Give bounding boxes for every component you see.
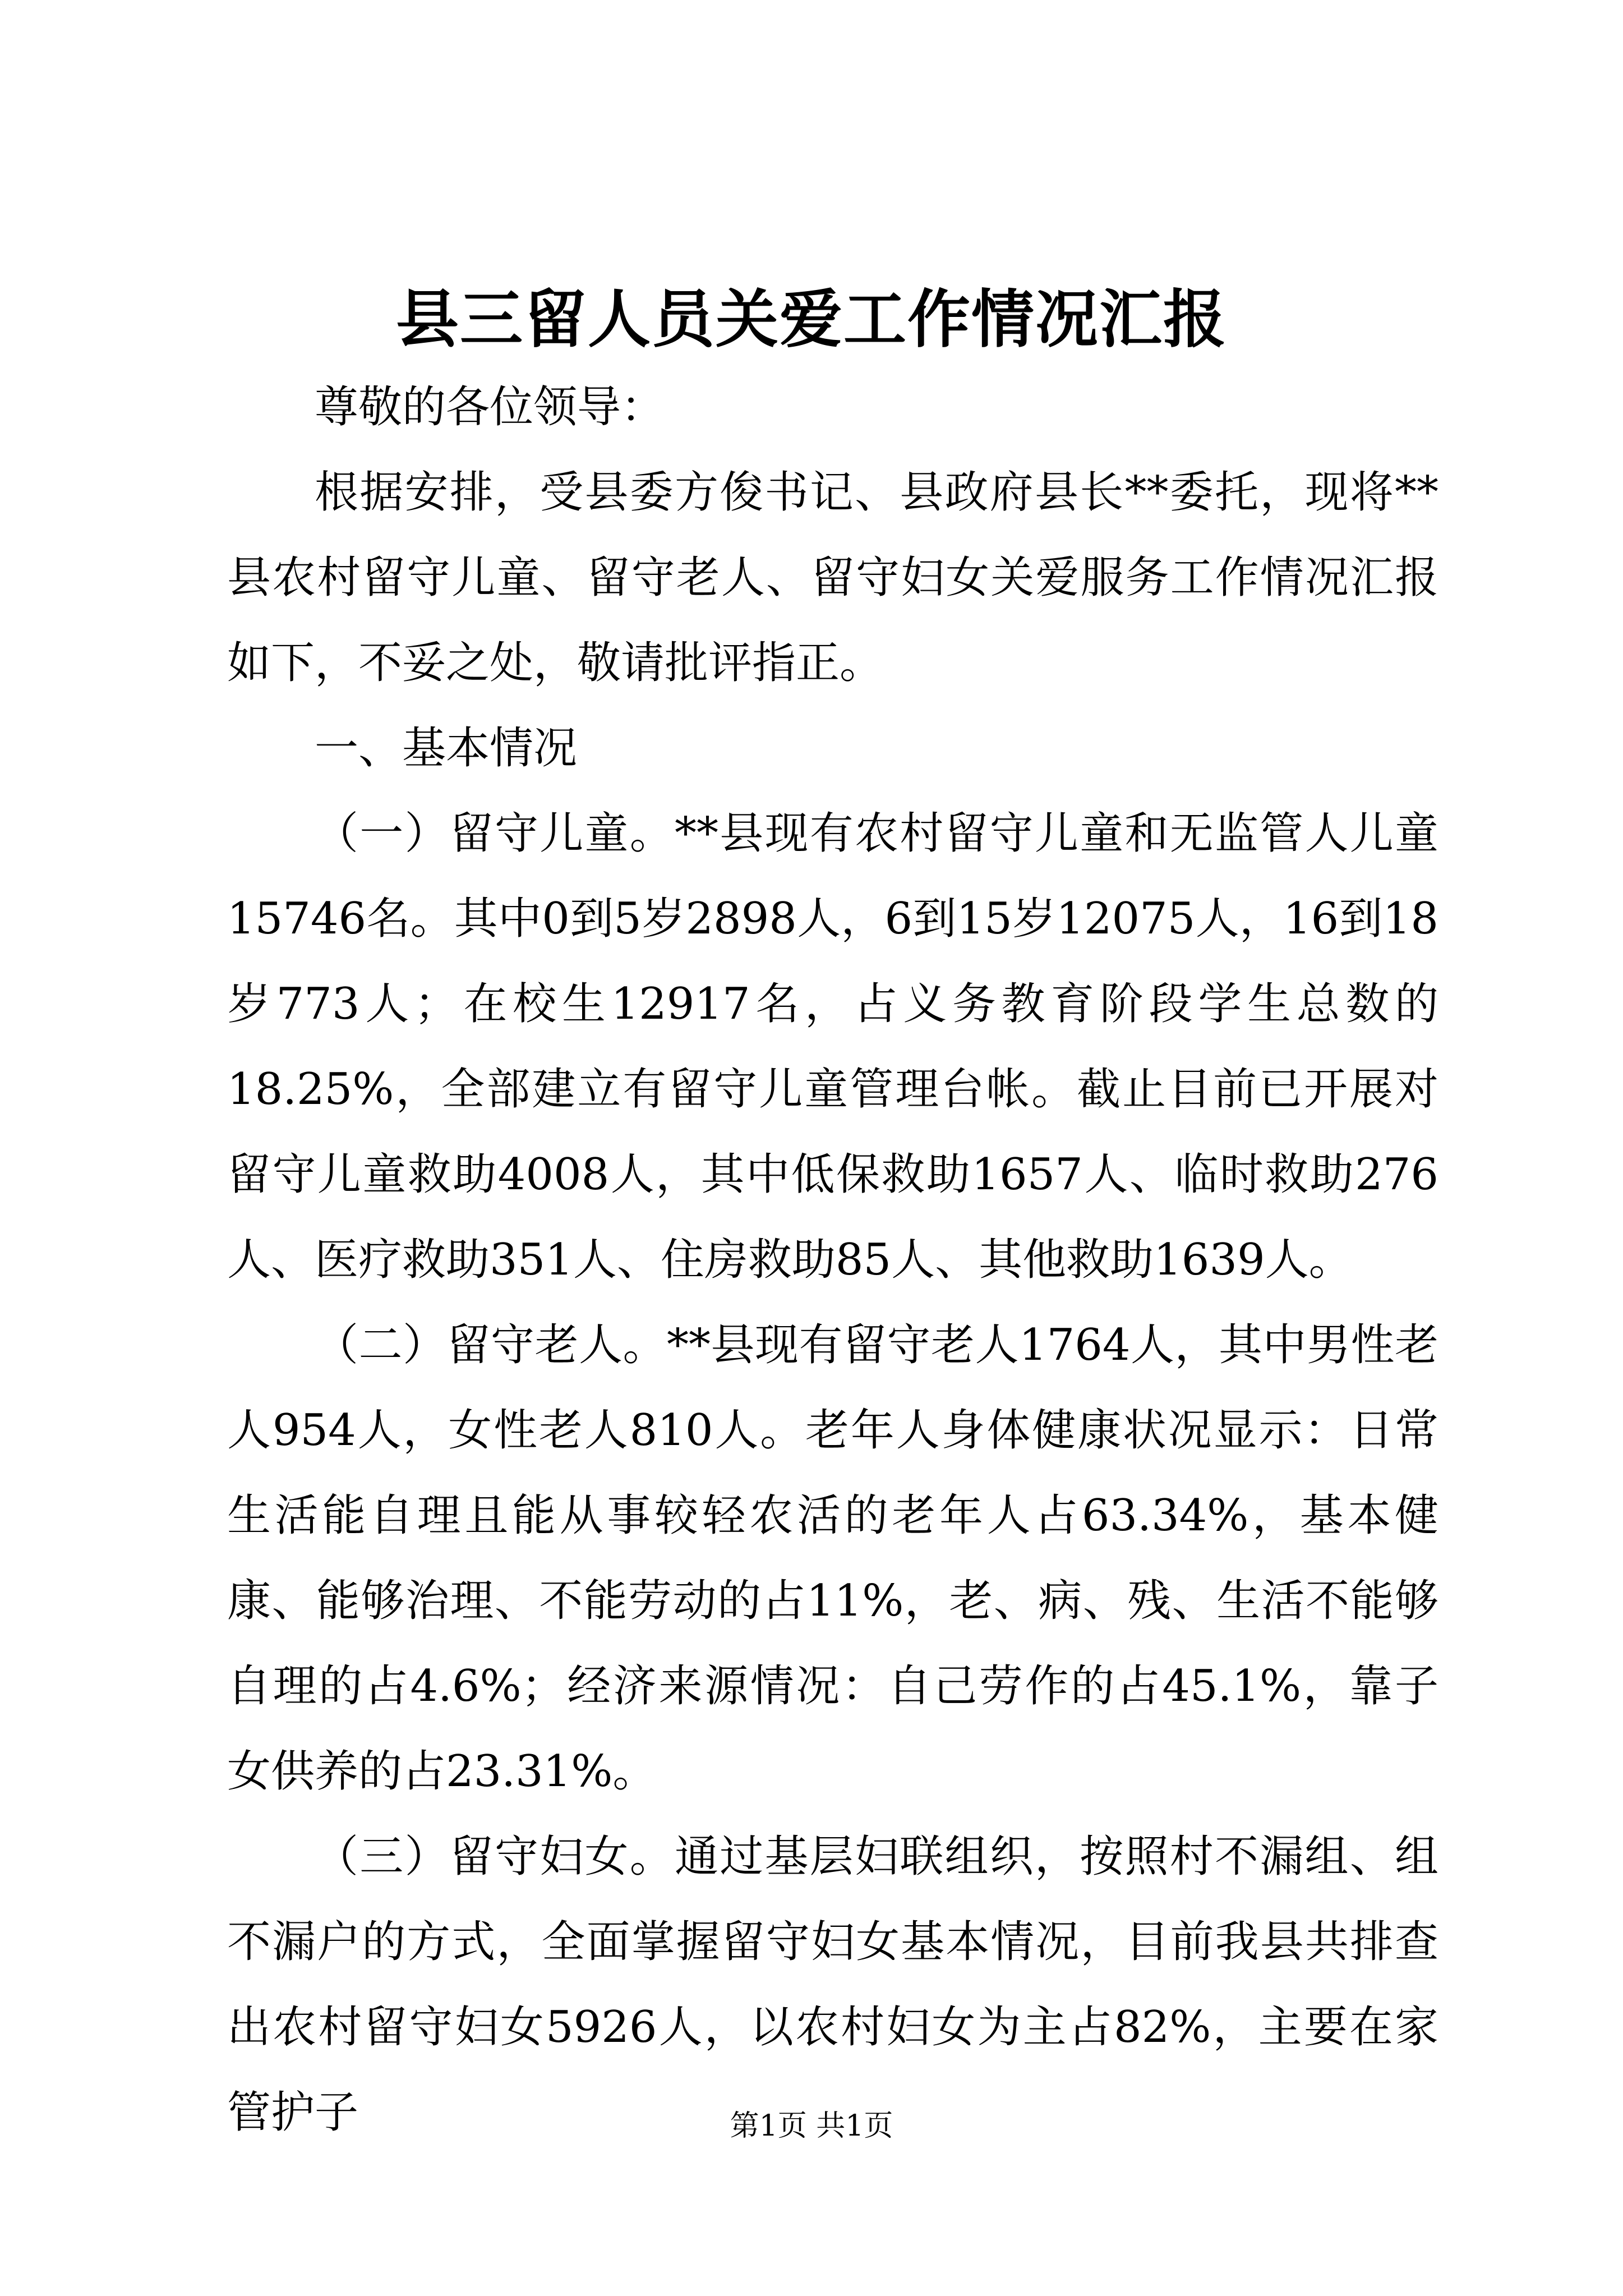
section-heading: 一、基本情况: [315, 723, 578, 774]
children-paragraph: （一）留守儿童。**县现有农村留守儿童和无监管人儿童15746名。其中0到5岁2898人，6到15岁12075人，16到18岁773人；在校生12917名，占义务教育阶段学生总数的18.25%，全部建立有留守儿童管理台帐。截止目前已开展对留守儿童救助4008人，其中低保救助1657人、临时救助276人、医疗救助351人、住房救助85人、其他救助1639人。: [227, 808, 1438, 1285]
document-title: 县三留人员关爱工作情况汇报: [396, 283, 1227, 356]
page-number: 第1页 共1页: [730, 2109, 893, 2143]
women-paragraph: （三）留守妇女。通过基层妇联组织，按照村不漏组、组不漏户的方式，全面掌握留守妇女基本情况，目前我县共排查出农村留守妇女5926人，以农村妇女为主占82%，主要在家管护子: [227, 1832, 1438, 2138]
intro-paragraph: 根据安排，受县委方俊书记、县政府县长**委托，现将**县农村留守儿童、留守老人、留守妇女关爱服务工作情况汇报如下，不妥之处，敬请批评指正。: [227, 467, 1438, 688]
document-body: [227, 365, 1438, 2155]
elderly-paragraph: （二）留守老人。**县现有留守老人1764人，其中男性老人954人，女性老人810人。老年人身体健康状况显示：日常生活能自理且能从事较轻农活的老年人占63.34%，基本健康、能够治理、不能劳动的占11%，老、病、残、生活不能够自理的占4.6%；经济来源情况：自己劳作的占45.1%，靠子女供养的占23.31%。: [227, 1320, 1438, 1797]
salutation-paragraph: 尊敬的各位领导：: [315, 382, 665, 432]
